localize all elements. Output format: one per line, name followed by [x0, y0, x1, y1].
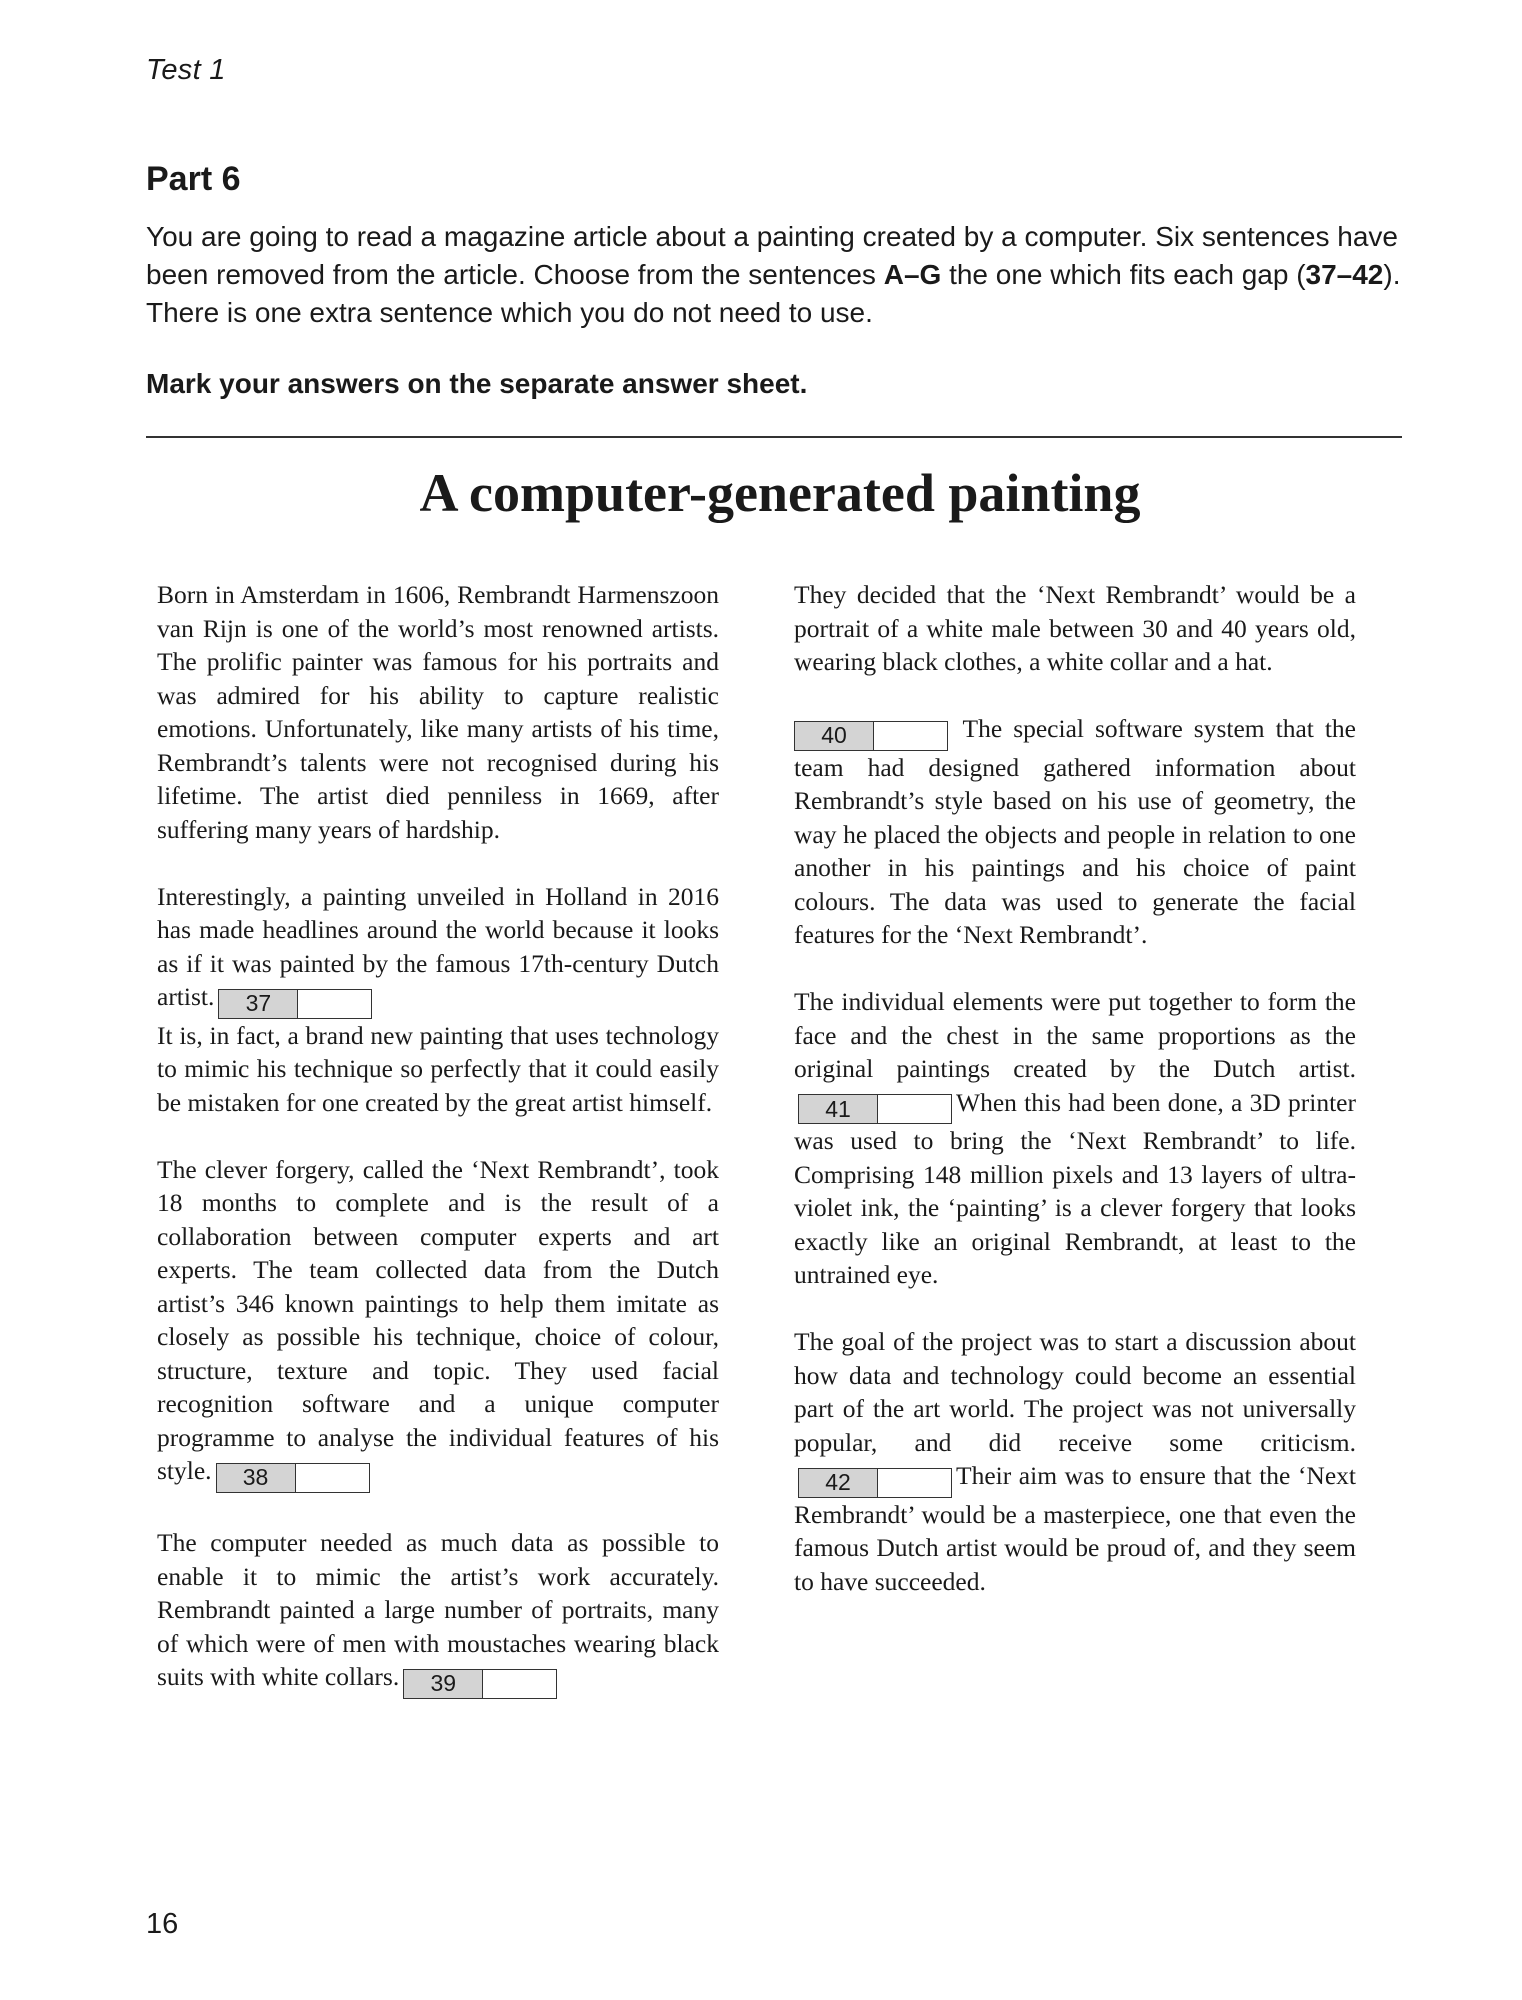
gap-41[interactable] [798, 1094, 952, 1124]
paragraph-8-end: Their aim was to ensure that the ‘Next Rembrandt’ would be a masterpiece, one that even the famous Dutch artist would be proud of, and they seem to have succeeded. [794, 1461, 1356, 1596]
page-number: 16 [146, 1908, 179, 1940]
gap-39[interactable] [403, 1669, 557, 1699]
gap-37[interactable] [218, 989, 372, 1019]
instructions-text-3: ). There is one extra sentence which you do not need to use. [146, 259, 1401, 328]
gap-number: 41 [799, 1095, 878, 1123]
paragraph-7-start: The individual elements were put together to form the face and the chest in the same proportions as the original paintings created by the Dutch artist. [794, 987, 1356, 1083]
article-column-right [794, 578, 1356, 1632]
gap-number: 40 [795, 722, 874, 750]
paragraph-7 [794, 985, 1356, 1292]
paragraph-3 [157, 1153, 719, 1493]
paragraph-3-text: The clever forgery, called the ‘Next Rembrandt’, took 18 months to complete and is the result of a collaboration between computer experts and art experts. The team collected data from the Dutch artist’s 346 known paintings to help them imitate as closely as possible his technique, choice of colour, structure, texture and topic. They used facial recognition software and a unique computer programme to analyse the individual features of his style. [157, 1154, 719, 1485]
paragraph-1: Born in Amsterdam in 1606, Rembrandt Harmenszoon van Rijn is one of the world’s most renowned artists. The prolific painter was famous for his portraits and was admired for his ability to capture realistic emotions. Unfortunately, like many artists of his time, Rembrandt’s talents were not recognised during his lifetime. The artist died penniless in 1669, after suffering many years of hardship. [157, 580, 719, 844]
gap-answer-box[interactable] [483, 1670, 556, 1698]
gap-number: 38 [217, 1464, 296, 1492]
paragraph-4-text: The computer needed as much data as possible to enable it to mimic the artist’s work accurately. Rembrandt painted a large number of portraits, many of which were of men with moustaches wearing black suits with white collars. [157, 1528, 719, 1691]
gap-number: 39 [404, 1670, 483, 1698]
paragraph-7-end: When this had been done, a 3D printer was used to bring the ‘Next Rembrandt’ to life. Comprising 148 million pixels and 13 layers of ultra-violet ink, the ‘painting’ is a clever forgery that looks exactly like an original Rembrandt, at least to the untrained eye. [794, 1087, 1356, 1289]
instructions-range: A–G [883, 259, 942, 290]
paragraph-2-start: Interestingly, a painting unveiled in Holland in 2016 has made headlines around the world because it looks as if it was painted by the famous 17th-century Dutch artist. [157, 881, 719, 1011]
paragraph-8-start: The goal of the project was to start a discussion about how data and technology could become an essential part of the art world. The project was not universally popular, and did receive some criticism. [794, 1327, 1356, 1457]
task-instructions [146, 218, 1406, 332]
paragraph-5: They decided that the ‘Next Rembrandt’ would be a portrait of a white male between 30 and 40 years old, wearing black clothes, a white collar and a hat. [794, 580, 1356, 676]
gap-answer-box[interactable] [878, 1095, 951, 1123]
page-header: Test 1 [146, 54, 226, 86]
article-title: A computer-generated painting [419, 463, 1141, 523]
instructions-text-1: You are going to read a magazine article about a painting created by a computer. Six sentences have been removed from the article. Choose from the sentences [146, 221, 1399, 290]
paragraph-6 [794, 712, 1356, 952]
gap-answer-box[interactable] [298, 990, 371, 1018]
divider-rule [146, 436, 1402, 438]
gap-42[interactable] [798, 1468, 952, 1498]
gap-number: 37 [219, 990, 298, 1018]
paragraph-2 [157, 880, 719, 1120]
answer-sheet-instruction: Mark your answers on the separate answer sheet. [146, 368, 808, 399]
gap-answer-box[interactable] [296, 1464, 369, 1492]
part-title: Part 6 [146, 160, 241, 198]
paragraph-4 [157, 1526, 719, 1699]
article-column-left [157, 578, 719, 1732]
instructions-text-2: the one which fits each gap ( [941, 259, 1306, 290]
gap-38[interactable] [216, 1463, 370, 1493]
gap-answer-box[interactable] [878, 1469, 951, 1497]
paragraph-2-end: It is, in fact, a brand new painting that uses technology to mimic his technique so perfectly that it could easily be mistaken for one created by the great artist himself. [157, 1020, 719, 1117]
gap-answer-box[interactable] [874, 722, 947, 750]
paragraph-8 [794, 1325, 1356, 1598]
gap-40[interactable] [794, 721, 948, 751]
paragraph-6-text: The special software system that the team had designed gathered information about Rembrandt’s style based on his use of geometry, the way he placed the objects and people in relation to one another in his paintings and his choice of paint colours. The data was used to generate the facial features for the ‘Next Rembrandt’. [794, 714, 1356, 949]
instructions-gaps: 37–42 [1305, 259, 1384, 290]
gap-number: 42 [799, 1469, 878, 1497]
